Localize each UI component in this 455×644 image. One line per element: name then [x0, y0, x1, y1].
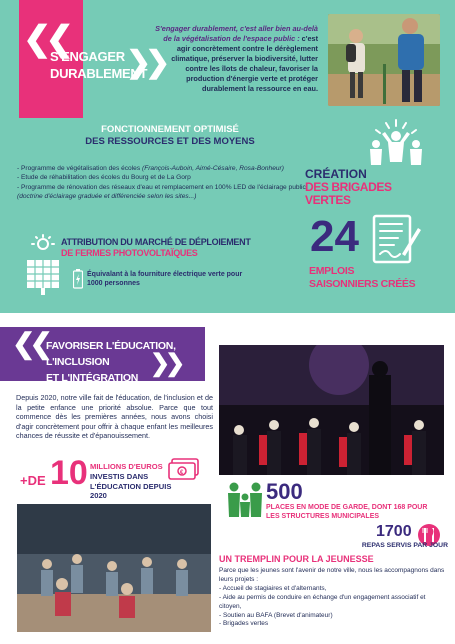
quote-close-icon: ❯❯ [150, 350, 181, 377]
jeunesse-item: - Soutien au BAFA (Brevet d'animateur) [219, 611, 333, 619]
education-heading-line1: FAVORISER L'ÉDUCATION, L'INCLUSION [46, 340, 176, 368]
fonctionnement-heading-line2: DES RESSOURCES ET DES MOYENS [85, 136, 255, 147]
people-cheering-icon [362, 118, 430, 173]
hikers-photo [328, 14, 440, 106]
programme-item-3-text: - Programme de rénovation des réseaux d'eau et remplacement en 100% LED de l'éclairage public [17, 183, 306, 191]
repas-number: 1700 [376, 523, 412, 540]
attribution-heading-line2: DE FERMES PHOTOVOLTAÏQUES [61, 248, 198, 258]
education-body: Depuis 2020, notre ville fait de l'éducation, de l'inclusion et de la petite enfance une priorité absolue. Parce que tout commence dès les premières années, nous avons choisi d'agir concrètement pour offrir à chaque enfant les meilleures chances de réussite et d'épanouissement. [16, 393, 213, 440]
jeunesse-body [219, 567, 445, 629]
millions-label-line2: INVESTIS DANS [90, 471, 149, 481]
jeunesse-heading: UN TREMPLIN POUR LA JEUNESSE [219, 554, 374, 564]
programme-item-1-text: - Programme de végétalisation des écoles [17, 165, 141, 172]
quote-open-icon: ❮❮ [23, 20, 68, 58]
children-activity-photo [17, 504, 211, 632]
quote-open-icon: ❮❮ [12, 328, 47, 359]
concert-photo [219, 345, 444, 475]
places-number: 500 [266, 479, 303, 504]
document-contract-icon [372, 214, 422, 271]
intro-body: c'est agir concrètement contre le dérèglement climatique, préserver la biodiversité, lutter contre les îlots de chaleur, favoriser la production d'énergie verte et protéger durablement la ressource en eau. [171, 34, 318, 93]
emplois-label-line2: SAISONNIERS CRÉÉS [309, 278, 416, 290]
engager-heading: S'ENGAGER DURABLEMENT [50, 49, 148, 81]
emplois-number: 24 [310, 212, 359, 261]
jeunesse-item: - Accueil de stagiaires et d'alternants, [219, 584, 327, 592]
programme-item-1-emphasis: (François-Auboin, Aimé-Césaire, Rosa-Bonheur) [142, 165, 284, 172]
quote-close-icon: ❯❯ [126, 46, 165, 79]
programme-item-3-emphasis: (doctrine d'éclairage graduée et différenciée selon les sites...) [17, 192, 197, 200]
millions-label [90, 462, 180, 501]
engager-intro [150, 24, 318, 94]
places-label-line2: LES STRUCTURES MUNICIPALES [266, 513, 380, 520]
fonctionnement-heading-line1: FONCTIONNEMENT OPTIMISÉ [101, 124, 239, 135]
repas-label: REPAS SERVIS PAR JOUR [361, 542, 448, 549]
education-heading-line2: ET L'INTÉGRATION [46, 372, 138, 384]
programme-item-3 [17, 183, 307, 202]
millions-number: 10 [50, 454, 88, 492]
brigades-heading [305, 168, 430, 207]
programme-item-2: - Etude de réhabilitation des écoles du Bourg et de La Gorp [17, 174, 191, 182]
solar-panel-icon [24, 234, 62, 301]
attribution-heading-line1: ATTRIBUTION DU MARCHÉ DE DÉPLOIEMENT [61, 237, 251, 247]
programme-item-1 [17, 164, 307, 173]
intro-emphasis: S'engager durablement, c'est aller bien au-delà de la végétalisation de l'espace public : [155, 24, 318, 43]
brigades-heading-line1: CRÉATION [305, 167, 367, 181]
emplois-label [309, 265, 415, 291]
family-icon [225, 481, 265, 524]
money-bill-icon [168, 458, 200, 487]
brigades-heading-line2: DES BRIGADES VERTES [305, 180, 392, 207]
programme-list [17, 164, 307, 201]
attribution-heading [61, 237, 286, 259]
places-label-line1: PLACES EN MODE DE GARDE, DONT 168 POUR [266, 504, 428, 511]
places-label [266, 503, 444, 521]
jeunesse-item: - Brigades vertes [219, 620, 269, 628]
education-heading [46, 338, 226, 386]
battery-icon [73, 269, 83, 294]
millions-label-line3: L'ÉDUCATION DEPUIS 2020 [90, 481, 172, 501]
millions-label-line1: MILLIONS D'EUROS [90, 462, 163, 471]
equivalence-text: Équivalant à la fourniture électrique verte pour 1000 personnes [87, 271, 243, 287]
emplois-label-line1: EMPLOIS [309, 265, 355, 277]
svg-text:€: € [180, 470, 184, 476]
plus-de-label: +DE [20, 473, 46, 488]
jeunesse-intro: Parce que les jeunes sont l'avenir de notre ville, nous les accompagnons dans leurs projets : [219, 567, 445, 583]
fonctionnement-heading [70, 124, 270, 148]
jeunesse-item: - Aide au permis de conduire en échange d'un engagement associatif et citoyen, [219, 593, 426, 610]
